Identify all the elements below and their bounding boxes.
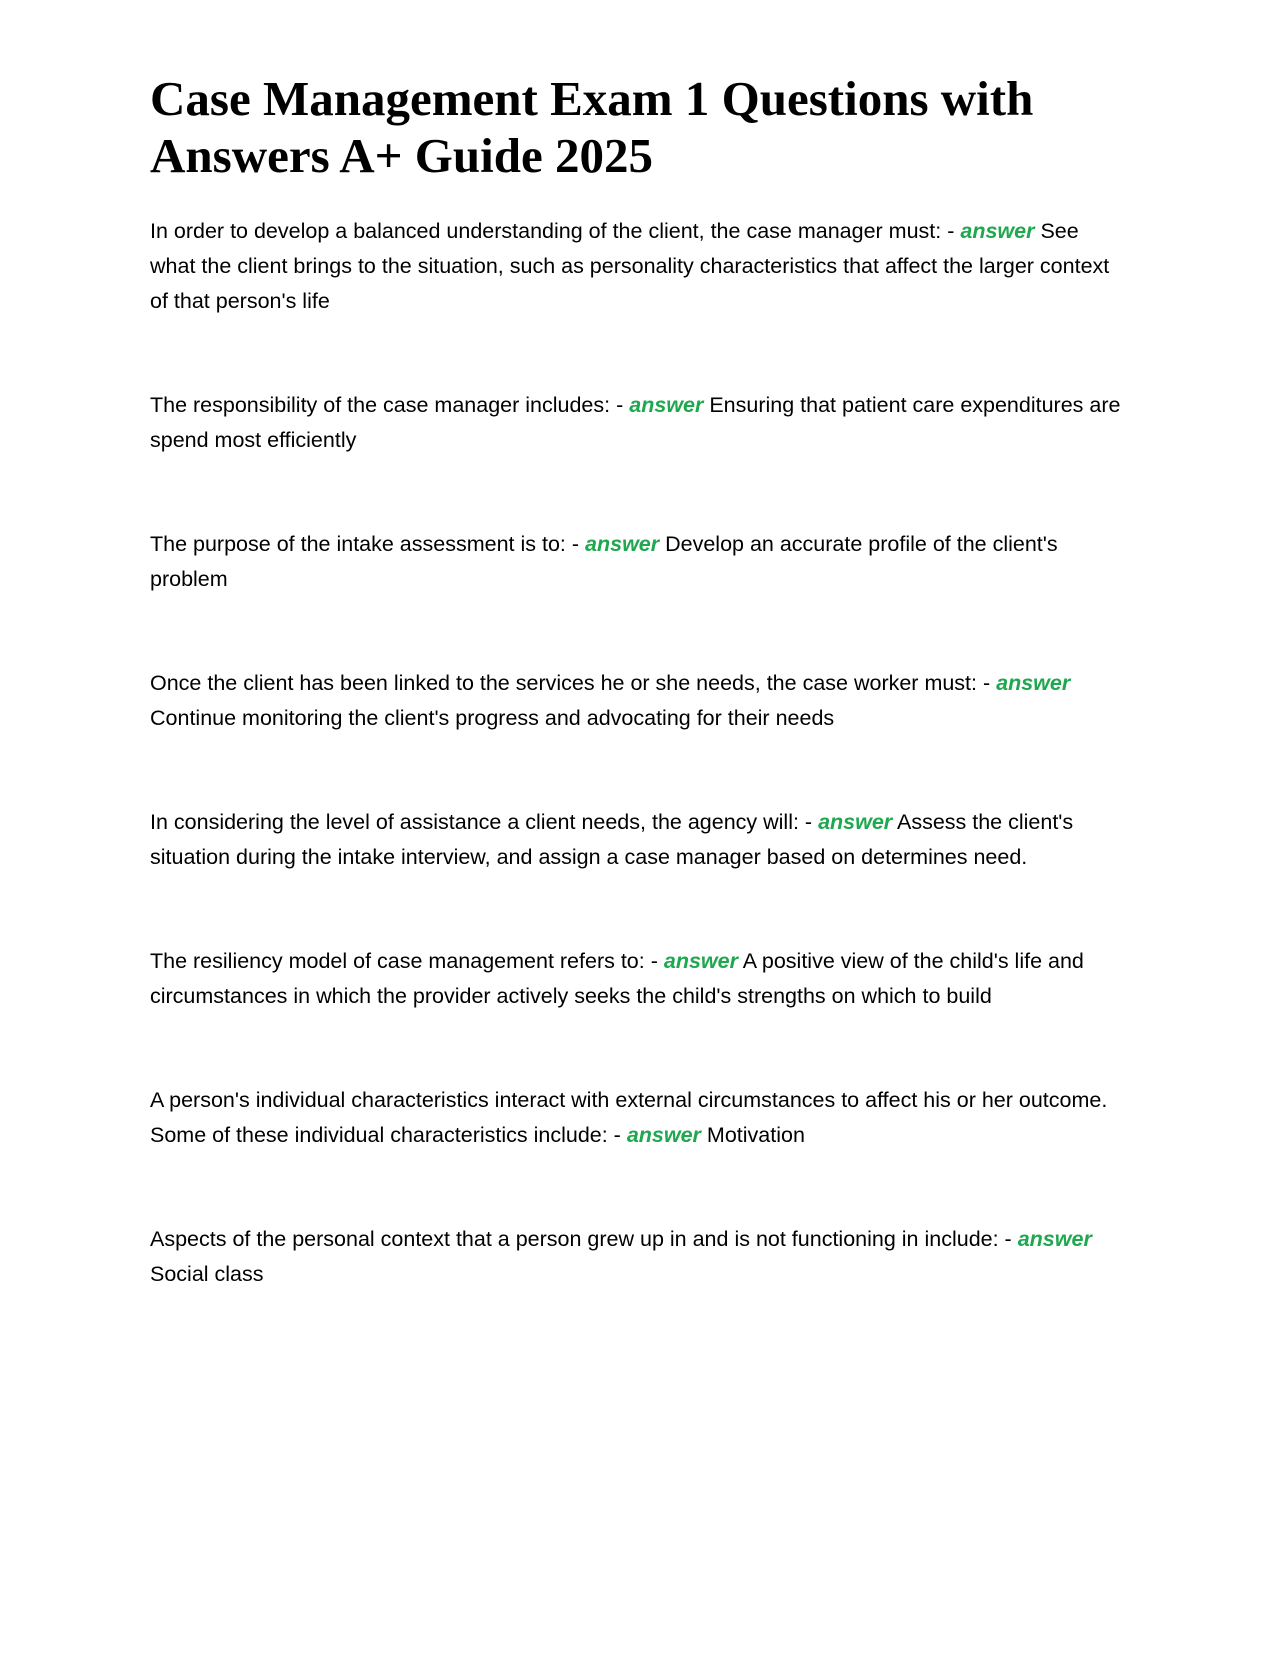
document-title: Case Management Exam 1 Questions with Answers A+ Guide 2025 bbox=[150, 71, 1034, 183]
document-page bbox=[150, 70, 1130, 1361]
question-text: The resiliency model of case management refers to: - bbox=[150, 949, 658, 973]
qa-item bbox=[150, 527, 1130, 597]
answer-text: Motivation bbox=[706, 1123, 805, 1147]
answer-label: answer bbox=[626, 1123, 701, 1147]
answer-text: Develop an accurate profile of the client's problem bbox=[150, 532, 1058, 591]
question-text: In considering the level of assistance a client needs, the agency will: - bbox=[150, 810, 813, 834]
answer-label: answer bbox=[818, 810, 893, 834]
question-text: Aspects of the personal context that a person grew up in and is not functioning in include: - bbox=[150, 1227, 1012, 1251]
qa-item bbox=[150, 805, 1130, 875]
answer-text: Continue monitoring the client's progress and advocating for their needs bbox=[150, 706, 835, 730]
qa-item bbox=[150, 1083, 1130, 1153]
answer-label: answer bbox=[629, 393, 704, 417]
question-text: In order to develop a balanced understanding of the client, the case manager must: - bbox=[150, 219, 955, 243]
answer-label: answer bbox=[1017, 1227, 1092, 1251]
answer-text: See what the client brings to the situation, such as personality characteristics that affect the larger context of that person's life bbox=[150, 219, 1110, 313]
answer-text: Social class bbox=[150, 1262, 264, 1286]
answer-label: answer bbox=[960, 219, 1035, 243]
qa-item bbox=[150, 1222, 1130, 1292]
qa-item bbox=[150, 944, 1130, 1014]
question-text: Once the client has been linked to the services he or she needs, the case worker must: - bbox=[150, 671, 991, 695]
answer-label: answer bbox=[663, 949, 738, 973]
answer-label: answer bbox=[585, 532, 660, 556]
question-text: The responsibility of the case manager includes: - bbox=[150, 393, 624, 417]
qa-item bbox=[150, 388, 1130, 458]
answer-text: Ensuring that patient care expenditures are spend most efficiently bbox=[150, 393, 1121, 452]
qa-item bbox=[150, 214, 1130, 319]
answer-text: Assess the client's situation during the intake interview, and assign a case manager based on determines need. bbox=[150, 810, 1074, 869]
question-text: A person's individual characteristics interact with external circumstances to affect his or her outcome. Some of these individual characteristics include: - bbox=[150, 1088, 1108, 1147]
qa-item bbox=[150, 666, 1130, 736]
answer-text: A positive view of the child's life and circumstances in which the provider actively seeks the child's strengths on which to build bbox=[150, 949, 1084, 1008]
question-text: The purpose of the intake assessment is to: - bbox=[150, 532, 580, 556]
answer-label: answer bbox=[996, 671, 1071, 695]
